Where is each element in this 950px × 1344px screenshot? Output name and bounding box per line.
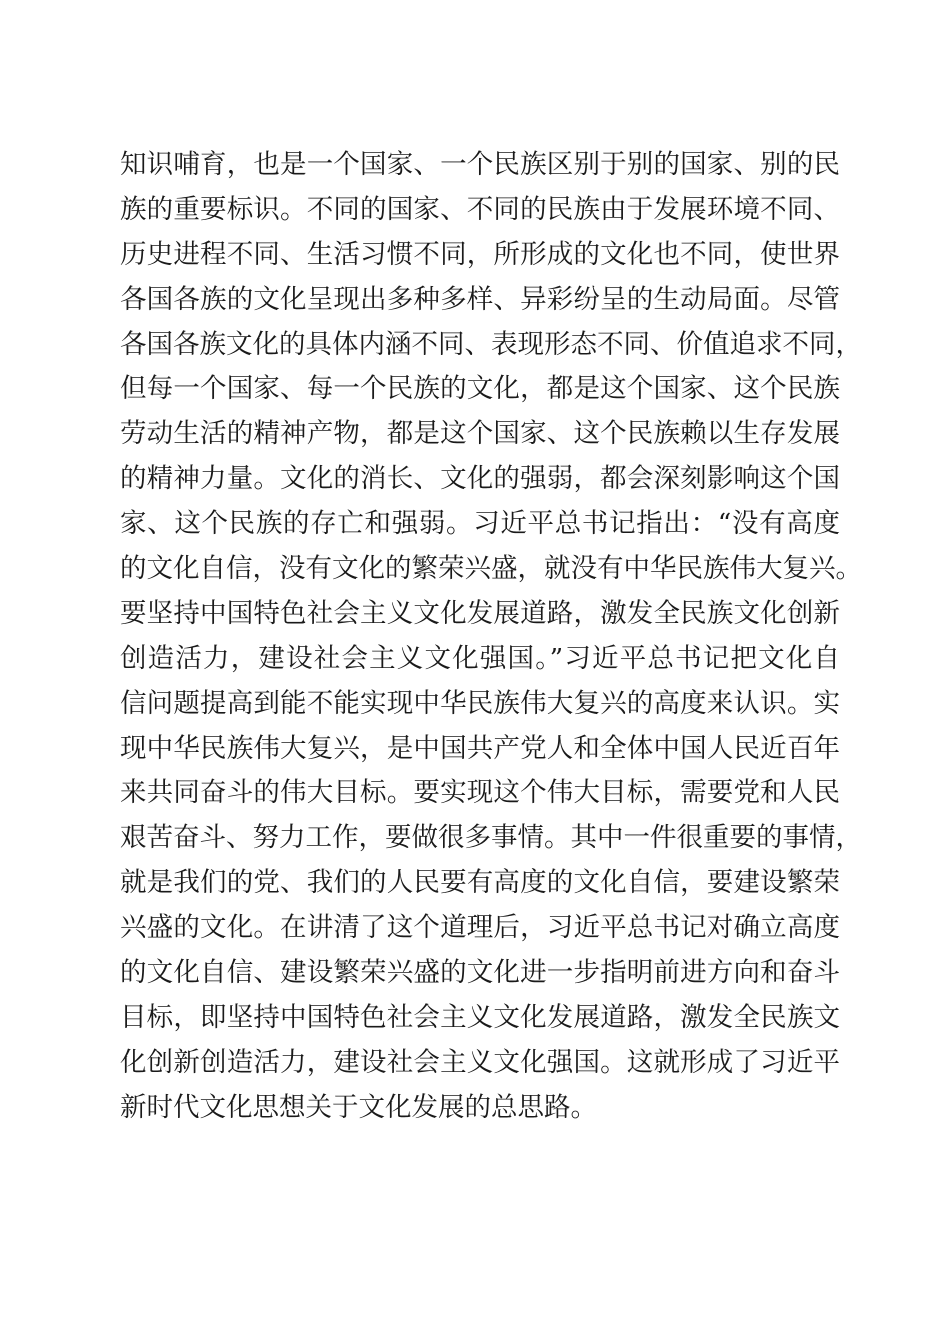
- text-line: 族的重要标识。不同的国家、不同的民族由于发展环境不同、: [120, 193, 840, 225]
- text-line: 各国各族的文化呈现出多种多样、异彩纷呈的生动局面。尽管: [120, 283, 840, 315]
- text-line: 的文化自信，没有文化的繁荣兴盛，就没有中华民族伟大复兴。: [120, 553, 862, 585]
- text-line: 化创新创造活力，建设社会主义文化强国。这就形成了习近平: [120, 1046, 840, 1078]
- text-line: 各国各族文化的具体内涵不同、表现形态不同、价值追求不同，: [120, 328, 862, 360]
- text-line: 目标，即坚持中国特色社会主义文化发展道路，激发全民族文: [120, 1001, 840, 1033]
- text-line: 信问题提高到能不能实现中华民族伟大复兴的高度来认识。实: [120, 687, 840, 719]
- text-line: 兴盛的文化。在讲清了这个道理后，习近平总书记对确立高度: [120, 912, 840, 944]
- text-line: 新时代文化思想关于文化发展的总思路。: [120, 1091, 597, 1123]
- text-line: 就是我们的党、我们的人民要有高度的文化自信，要建设繁荣: [120, 867, 840, 899]
- text-line: 的文化自信、建设繁荣兴盛的文化进一步指明前进方向和奋斗: [120, 957, 840, 989]
- text-line: 家、这个民族的存亡和强弱。习近平总书记指出：“没有高度: [120, 508, 840, 540]
- text-line: 艰苦奋斗、努力工作，要做很多事情。其中一件很重要的事情，: [120, 822, 862, 854]
- body-paragraph: [120, 143, 862, 1131]
- text-line: 要坚持中国特色社会主义文化发展道路，激发全民族文化创新: [120, 597, 840, 629]
- text-line: 历史进程不同、生活习惯不同，所形成的文化也不同，使世界: [120, 238, 840, 270]
- text-line: 劳动生活的精神产物，都是这个国家、这个民族赖以生存发展: [120, 418, 840, 450]
- text-line: 创造活力，建设社会主义文化强国。”习近平总书记把文化自: [120, 642, 840, 674]
- text-line: 现中华民族伟大复兴，是中国共产党人和全体中国人民近百年: [120, 732, 840, 764]
- text-line: 知识哺育，也是一个国家、一个民族区别于别的国家、别的民: [120, 149, 840, 180]
- text-line: 但每一个国家、每一个民族的文化，都是这个国家、这个民族: [120, 373, 840, 405]
- text-line: 的精神力量。文化的消长、文化的强弱，都会深刻影响这个国: [120, 463, 840, 495]
- text-line: 来共同奋斗的伟大目标。要实现这个伟大目标，需要党和人民: [120, 777, 840, 809]
